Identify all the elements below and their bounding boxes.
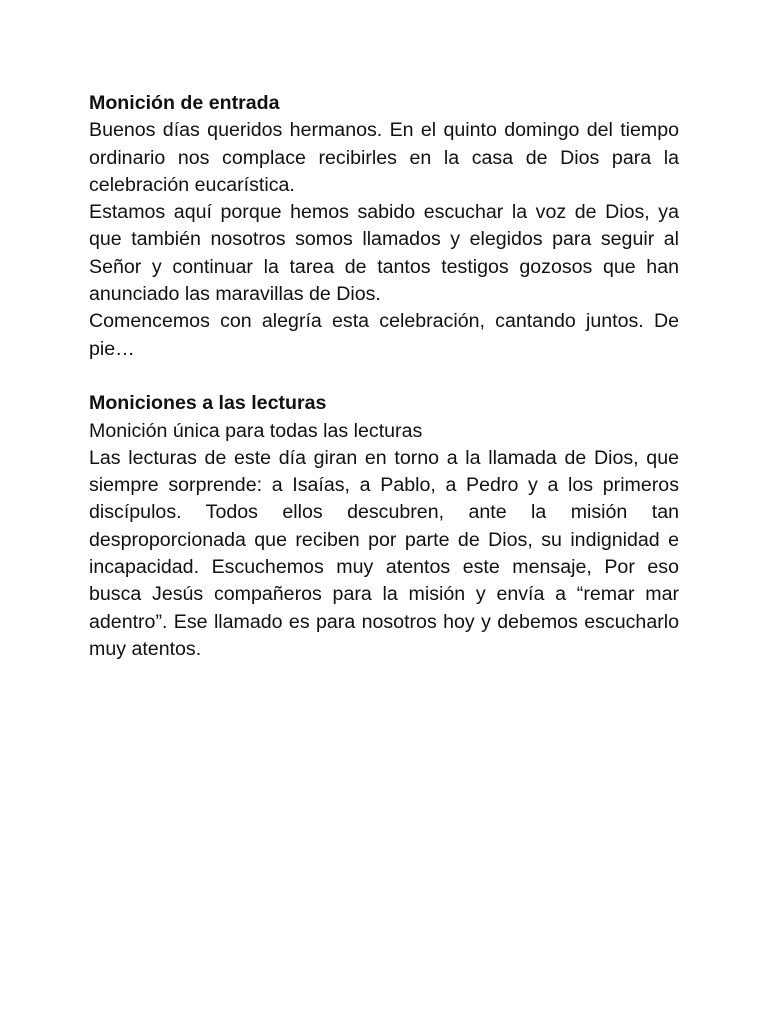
section-moniciones-lecturas [89, 390, 679, 663]
paragraph: Las lecturas de este día giran en torno a la llamada de Dios, que siempre sorprende: a Isaías, a Pablo, a Pedro y a los primeros discípulos. Todos ellos descubren, ante la misión tan desproporcionada que reciben por parte de Dios, su indignidad e incapacidad. Escuchemos muy atentos este mensaje, Por eso busca Jesús compañeros para la misión y envía a “remar mar adentro”. Ese llamado es para nosotros hoy y debemos escucharlo muy atentos. [89, 446, 679, 660]
section-heading: Monición de entrada [89, 92, 280, 114]
section-subheading: Monición única para todas las lecturas [89, 419, 423, 442]
section-monicion-entrada [89, 90, 679, 363]
paragraph: Buenos días queridos hermanos. En el quinto domingo del tiempo ordinario nos complace recibirles en la casa de Dios para la celebración eucarística. [89, 119, 679, 196]
document-page [89, 90, 679, 663]
section-heading: Moniciones a las lecturas [89, 392, 327, 415]
paragraph: Comencemos con alegría esta celebración, cantando juntos. De pie… [89, 310, 679, 360]
paragraph: Estamos aquí porque hemos sabido escuchar la voz de Dios, ya que también nosotros somos llamados y elegidos para seguir al Señor y continuar la tarea de tantos testigos gozosos que han anunciado las maravillas de Dios. [89, 201, 679, 306]
